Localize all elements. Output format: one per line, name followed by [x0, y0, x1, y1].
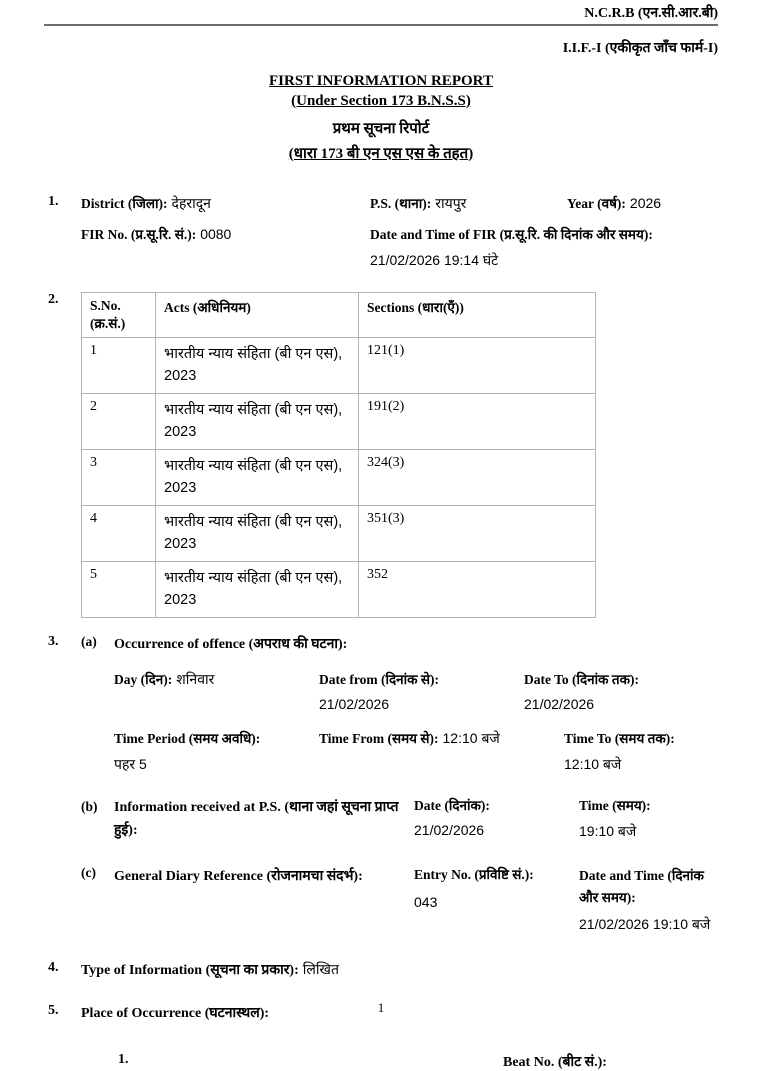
subtitle-english: (Under Section 173 B.N.S.S): [291, 92, 471, 109]
gd-datetime-value: 21/02/2026 19:10 बजे: [579, 916, 711, 933]
day-value: शनिवार: [176, 670, 215, 687]
section-3: [48, 634, 718, 935]
info-date-label: Date (दिनांक):: [414, 797, 490, 813]
time-to-value: 12:10 बजे: [564, 755, 622, 772]
section-1-number: 1.: [48, 194, 59, 209]
section-2: [48, 292, 718, 618]
col-header-acts: Acts (अधिनियम): [156, 293, 359, 338]
time-period-field: [114, 729, 319, 774]
row-sno: 2: [82, 393, 156, 449]
date-from-field: [319, 670, 524, 712]
section-1: [48, 194, 718, 282]
ps-label: P.S. (थाना):: [370, 196, 432, 211]
gd-datetime-field: [579, 865, 718, 934]
date-from-value: 21/02/2026: [319, 695, 390, 712]
row-sections: 324(3): [359, 449, 596, 505]
title-block: [0, 72, 762, 164]
title-english: FIRST INFORMATION REPORT: [269, 73, 493, 89]
table-row: [82, 561, 596, 617]
gd-entry-value: 043: [414, 894, 438, 911]
gd-reference-heading: General Diary Reference (रोजनामचा संदर्भ):: [114, 869, 363, 885]
section-2-number: 2.: [48, 292, 59, 307]
section-4-number: 4.: [48, 960, 59, 976]
time-from-label: Time From (समय से):: [319, 730, 439, 746]
col-header-sno: S.No. (क्र.सं.): [82, 293, 156, 338]
info-date-field: [414, 796, 579, 844]
fir-no-value: 0080: [200, 226, 232, 242]
table-row: [82, 505, 596, 561]
time-from-field: [319, 729, 564, 774]
fir-no-field: [81, 225, 370, 270]
acts-sections-table: [81, 292, 596, 618]
row-sno: 1: [82, 338, 156, 394]
row-act: भारतीय न्याय संहिता (बी एन एस), 2023: [156, 561, 359, 617]
ps-value: रायपुर: [435, 195, 467, 211]
place-item-row: [118, 1052, 718, 1071]
time-from-value: 12:10 बजे: [442, 729, 500, 746]
occurrence-heading: Occurrence of offence (अपराध की घटना):: [114, 636, 348, 652]
row-sections: 121(1): [359, 338, 596, 394]
info-time-field: [579, 796, 718, 844]
district-value: देहरादून: [171, 195, 211, 211]
place-of-occurrence-label: Place of Occurrence (घटनास्थल):: [81, 1006, 270, 1022]
section-3b: [81, 796, 718, 844]
section-3c: [81, 865, 718, 934]
info-time-value: 19:10 बजे: [579, 822, 637, 839]
row-sno: 4: [82, 505, 156, 561]
section-3c-label: (c): [81, 865, 96, 881]
year-field: [567, 194, 718, 213]
section-3a: [81, 634, 718, 774]
section-3b-label: (b): [81, 798, 98, 814]
table-row: [82, 449, 596, 505]
time-period-label: Time Period (समय अवधि):: [114, 730, 261, 746]
section-3-number: 3.: [48, 633, 59, 649]
row-act: भारतीय न्याय संहिता (बी एन एस), 2023: [156, 505, 359, 561]
info-date-value: 21/02/2026: [414, 821, 485, 838]
row-sections: 191(2): [359, 393, 596, 449]
section-4: [48, 960, 718, 979]
row-sno: 5: [82, 561, 156, 617]
day-label: Day (दिन):: [114, 671, 173, 687]
col-header-sections: Sections (धारा(एँ)): [359, 293, 596, 338]
table-header-row: [82, 293, 596, 338]
page-number: 1: [377, 1000, 385, 1015]
row-act: भारतीय न्याय संहिता (बी एन एस), 2023: [156, 338, 359, 394]
table-row: [82, 338, 596, 394]
table-row: [82, 393, 596, 449]
gd-datetime-label: Date and Time (दिनांक और समय):: [579, 868, 704, 905]
beat-no-label: Beat No. (बीट सं.):: [503, 1055, 607, 1071]
gd-entry-label: Entry No. (प्रविष्टि सं.):: [414, 867, 534, 883]
type-of-information-label: Type of Information (सूचना का प्रकार):: [81, 963, 299, 979]
row-act: भारतीय न्याय संहिता (बी एन एस), 2023: [156, 449, 359, 505]
type-of-information-field: [81, 960, 339, 979]
row-sections: 351(3): [359, 505, 596, 561]
ncrb-header: N.C.R.B (एन.सी.आर.बी): [584, 6, 718, 21]
year-label: Year (वर्ष):: [567, 196, 626, 211]
info-received-heading: Information received at P.S. (थाना जहां सूचना प्राप्त हुई):: [114, 799, 399, 839]
date-to-label: Date To (दिनांक तक):: [524, 671, 639, 687]
header-divider: [44, 24, 718, 26]
gd-entry-field: [414, 865, 579, 934]
row-sno: 3: [82, 449, 156, 505]
time-to-field: [564, 729, 718, 774]
type-of-information-value: लिखित: [302, 961, 339, 978]
district-field: [81, 194, 370, 213]
fir-datetime-field: [370, 225, 718, 270]
row-sections: 352: [359, 561, 596, 617]
day-field: [114, 670, 319, 712]
year-value: 2026: [629, 195, 662, 211]
iif-header: I.I.F.-I (एकीकृत जाँच फार्म-I): [562, 41, 718, 56]
district-label: District (जिला):: [81, 196, 168, 211]
date-to-field: [524, 670, 718, 712]
date-from-label: Date from (दिनांक से):: [319, 671, 439, 687]
place-item-number: 1.: [118, 1052, 129, 1068]
ps-field: [370, 194, 567, 213]
info-time-label: Time (समय):: [579, 797, 651, 813]
time-period-value: पहर 5: [114, 755, 147, 772]
section-5-number: 5.: [48, 1003, 59, 1019]
section-3a-label: (a): [81, 633, 97, 649]
row-act: भारतीय न्याय संहिता (बी एन एस), 2023: [156, 393, 359, 449]
title-hindi: प्रथम सूचना रिपोर्ट: [332, 121, 430, 137]
fir-datetime-label: Date and Time of FIR (प्र.सू.रि. की दिनांक और समय):: [370, 227, 653, 242]
subtitle-hindi: (धारा 173 बी एन एस एस के तहत): [288, 145, 474, 162]
date-to-value: 21/02/2026: [524, 695, 595, 712]
fir-no-label: FIR No. (प्र.सू.रि. सं.):: [81, 227, 197, 242]
fir-datetime-value: 21/02/2026 19:14 घंटे: [370, 252, 499, 268]
time-to-label: Time To (समय तक):: [564, 730, 675, 746]
